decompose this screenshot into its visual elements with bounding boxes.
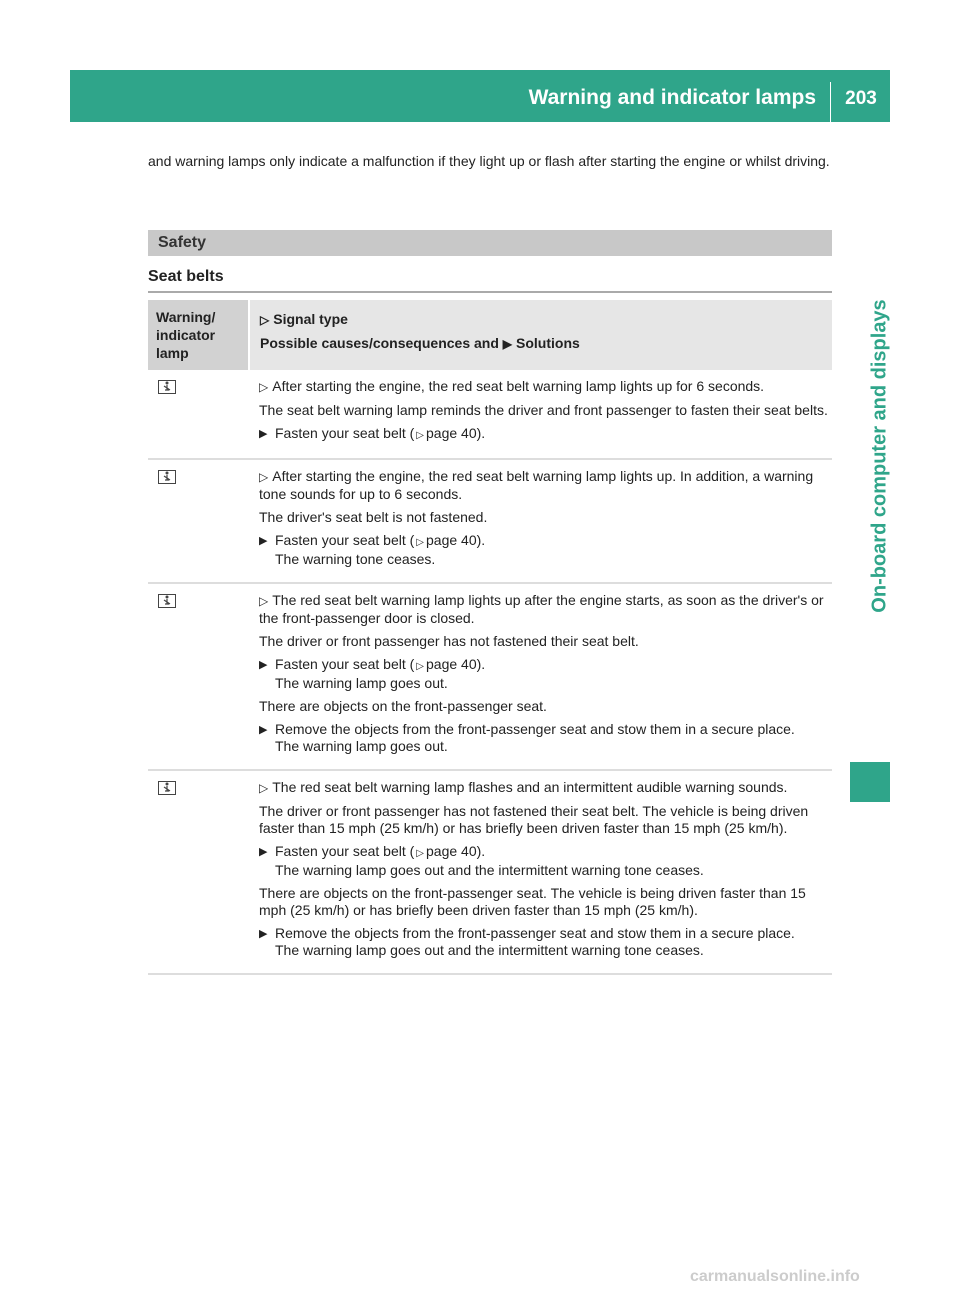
- page-reference-icon: ▷: [416, 430, 424, 441]
- step-text: Fasten your seat belt (: [275, 532, 415, 548]
- page-reference-link[interactable]: page 40).: [426, 425, 486, 441]
- page-reference-link[interactable]: page 40).: [426, 656, 486, 672]
- solution-arrow-icon: ▶: [259, 724, 268, 736]
- signal-text: The red seat belt warning lamp lights up after the engine starts, as soon as the driver's or the front-passenger door is closed.: [259, 592, 824, 626]
- step-text: Fasten your seat belt (: [275, 656, 415, 672]
- side-tab-label: On-board computer and displays: [868, 299, 891, 613]
- step-result: The warning lamp goes out and the intermittent warning tone ceases.: [275, 942, 704, 958]
- step-text: Fasten your seat belt (: [275, 425, 415, 441]
- seat-belt-warning-icon: [158, 380, 176, 394]
- warning-lamp-table: [148, 300, 832, 975]
- solution-arrow-icon: ▶: [502, 337, 513, 351]
- page-reference-icon: ▷: [416, 661, 424, 672]
- side-tab: [870, 226, 890, 686]
- header-lamp-cell: [148, 300, 248, 370]
- table-row: [148, 584, 832, 771]
- solution-arrow-icon: ▶: [259, 928, 268, 940]
- watermark: carmanualsonline.info: [690, 1268, 860, 1285]
- cause-text: The driver's seat belt is not fastened.: [259, 509, 488, 525]
- page-reference-icon: ▷: [416, 537, 424, 548]
- cause-text: There are objects on the front-passenger seat. The vehicle is being driven faster than 15 mph (25 km/h) or has briefly been driven faster than 15 mph (25 km/h).: [259, 885, 806, 918]
- cause-text: There are objects on the front-passenger seat.: [259, 698, 547, 714]
- header-lamp-line: Warning/: [156, 309, 216, 325]
- header-lamp-line: lamp: [156, 345, 189, 361]
- seat-belt-warning-icon: [158, 781, 176, 795]
- solution-arrow-icon: ▶: [259, 846, 268, 858]
- table-header: [148, 300, 832, 370]
- seat-belt-warning-icon: [158, 470, 176, 484]
- seat-belt-warning-icon: [158, 594, 176, 608]
- solution-arrow-icon: ▶: [259, 659, 268, 671]
- step-result: The warning lamp goes out.: [275, 738, 448, 754]
- table-row: [148, 771, 832, 975]
- solution-arrow-icon: ▶: [259, 428, 268, 440]
- step-result: The warning lamp goes out and the intermittent warning tone ceases.: [275, 862, 704, 878]
- header-signal-cell: [250, 300, 832, 370]
- solution-arrow-icon: ▶: [259, 535, 268, 547]
- header-solutions-label: Solutions: [516, 335, 580, 351]
- step-text: Remove the objects from the front-passenger seat and stow them in a secure place.: [275, 925, 795, 941]
- section-title: Safety: [158, 234, 207, 251]
- cause-text: The seat belt warning lamp reminds the driver and front passenger to fasten their seat belts.: [259, 402, 828, 418]
- signal-text: After starting the engine, the red seat belt warning lamp lights up for 6 seconds.: [272, 378, 765, 394]
- page-number: 203: [845, 88, 877, 109]
- cause-text: The driver or front passenger has not fastened their seat belt. The vehicle is being driven faster than 15 mph (25 km/h) or has briefly been driven faster than 15 mph (25 km/h).: [259, 803, 809, 836]
- step-result: The warning tone ceases.: [275, 551, 436, 567]
- table-row: [148, 460, 832, 584]
- subsection-rule: [148, 291, 832, 293]
- header-causes-label: Possible causes/consequences and: [260, 335, 499, 351]
- side-tab-block: [850, 762, 890, 802]
- header-signal-label: Signal type: [273, 311, 348, 327]
- subsection-title: Seat belts: [148, 268, 224, 285]
- step-text: Fasten your seat belt (: [275, 843, 415, 859]
- signal-type-icon: ▷: [259, 781, 269, 795]
- signal-type-icon: ▷: [259, 380, 269, 394]
- signal-type-icon: ▷: [260, 313, 270, 327]
- signal-type-icon: ▷: [259, 470, 269, 484]
- header-title: Warning and indicator lamps: [528, 86, 816, 109]
- section-heading: [148, 230, 832, 256]
- header-bar: [70, 70, 890, 122]
- cause-text: The driver or front passenger has not fastened their seat belt.: [259, 633, 639, 649]
- signal-type-icon: ▷: [259, 594, 269, 608]
- step-result: The warning lamp goes out.: [275, 675, 448, 691]
- page-reference-link[interactable]: page 40).: [426, 843, 486, 859]
- signal-text: After starting the engine, the red seat belt warning lamp lights up. In addition, a warning tone sounds for up to 6 seconds.: [259, 468, 814, 502]
- header-separator: [830, 82, 831, 122]
- page-reference-link[interactable]: page 40).: [426, 532, 486, 548]
- header-lamp-line: indicator: [156, 327, 216, 343]
- table-row: [148, 370, 832, 460]
- intro-paragraph: and warning lamps only indicate a malfunction if they light up or flash after starting the engine or whilst driving.: [148, 153, 830, 169]
- signal-text: The red seat belt warning lamp flashes and an intermittent audible warning sounds.: [272, 779, 788, 795]
- step-text: Remove the objects from the front-passenger seat and stow them in a secure place.: [275, 721, 795, 737]
- page-reference-icon: ▷: [416, 848, 424, 859]
